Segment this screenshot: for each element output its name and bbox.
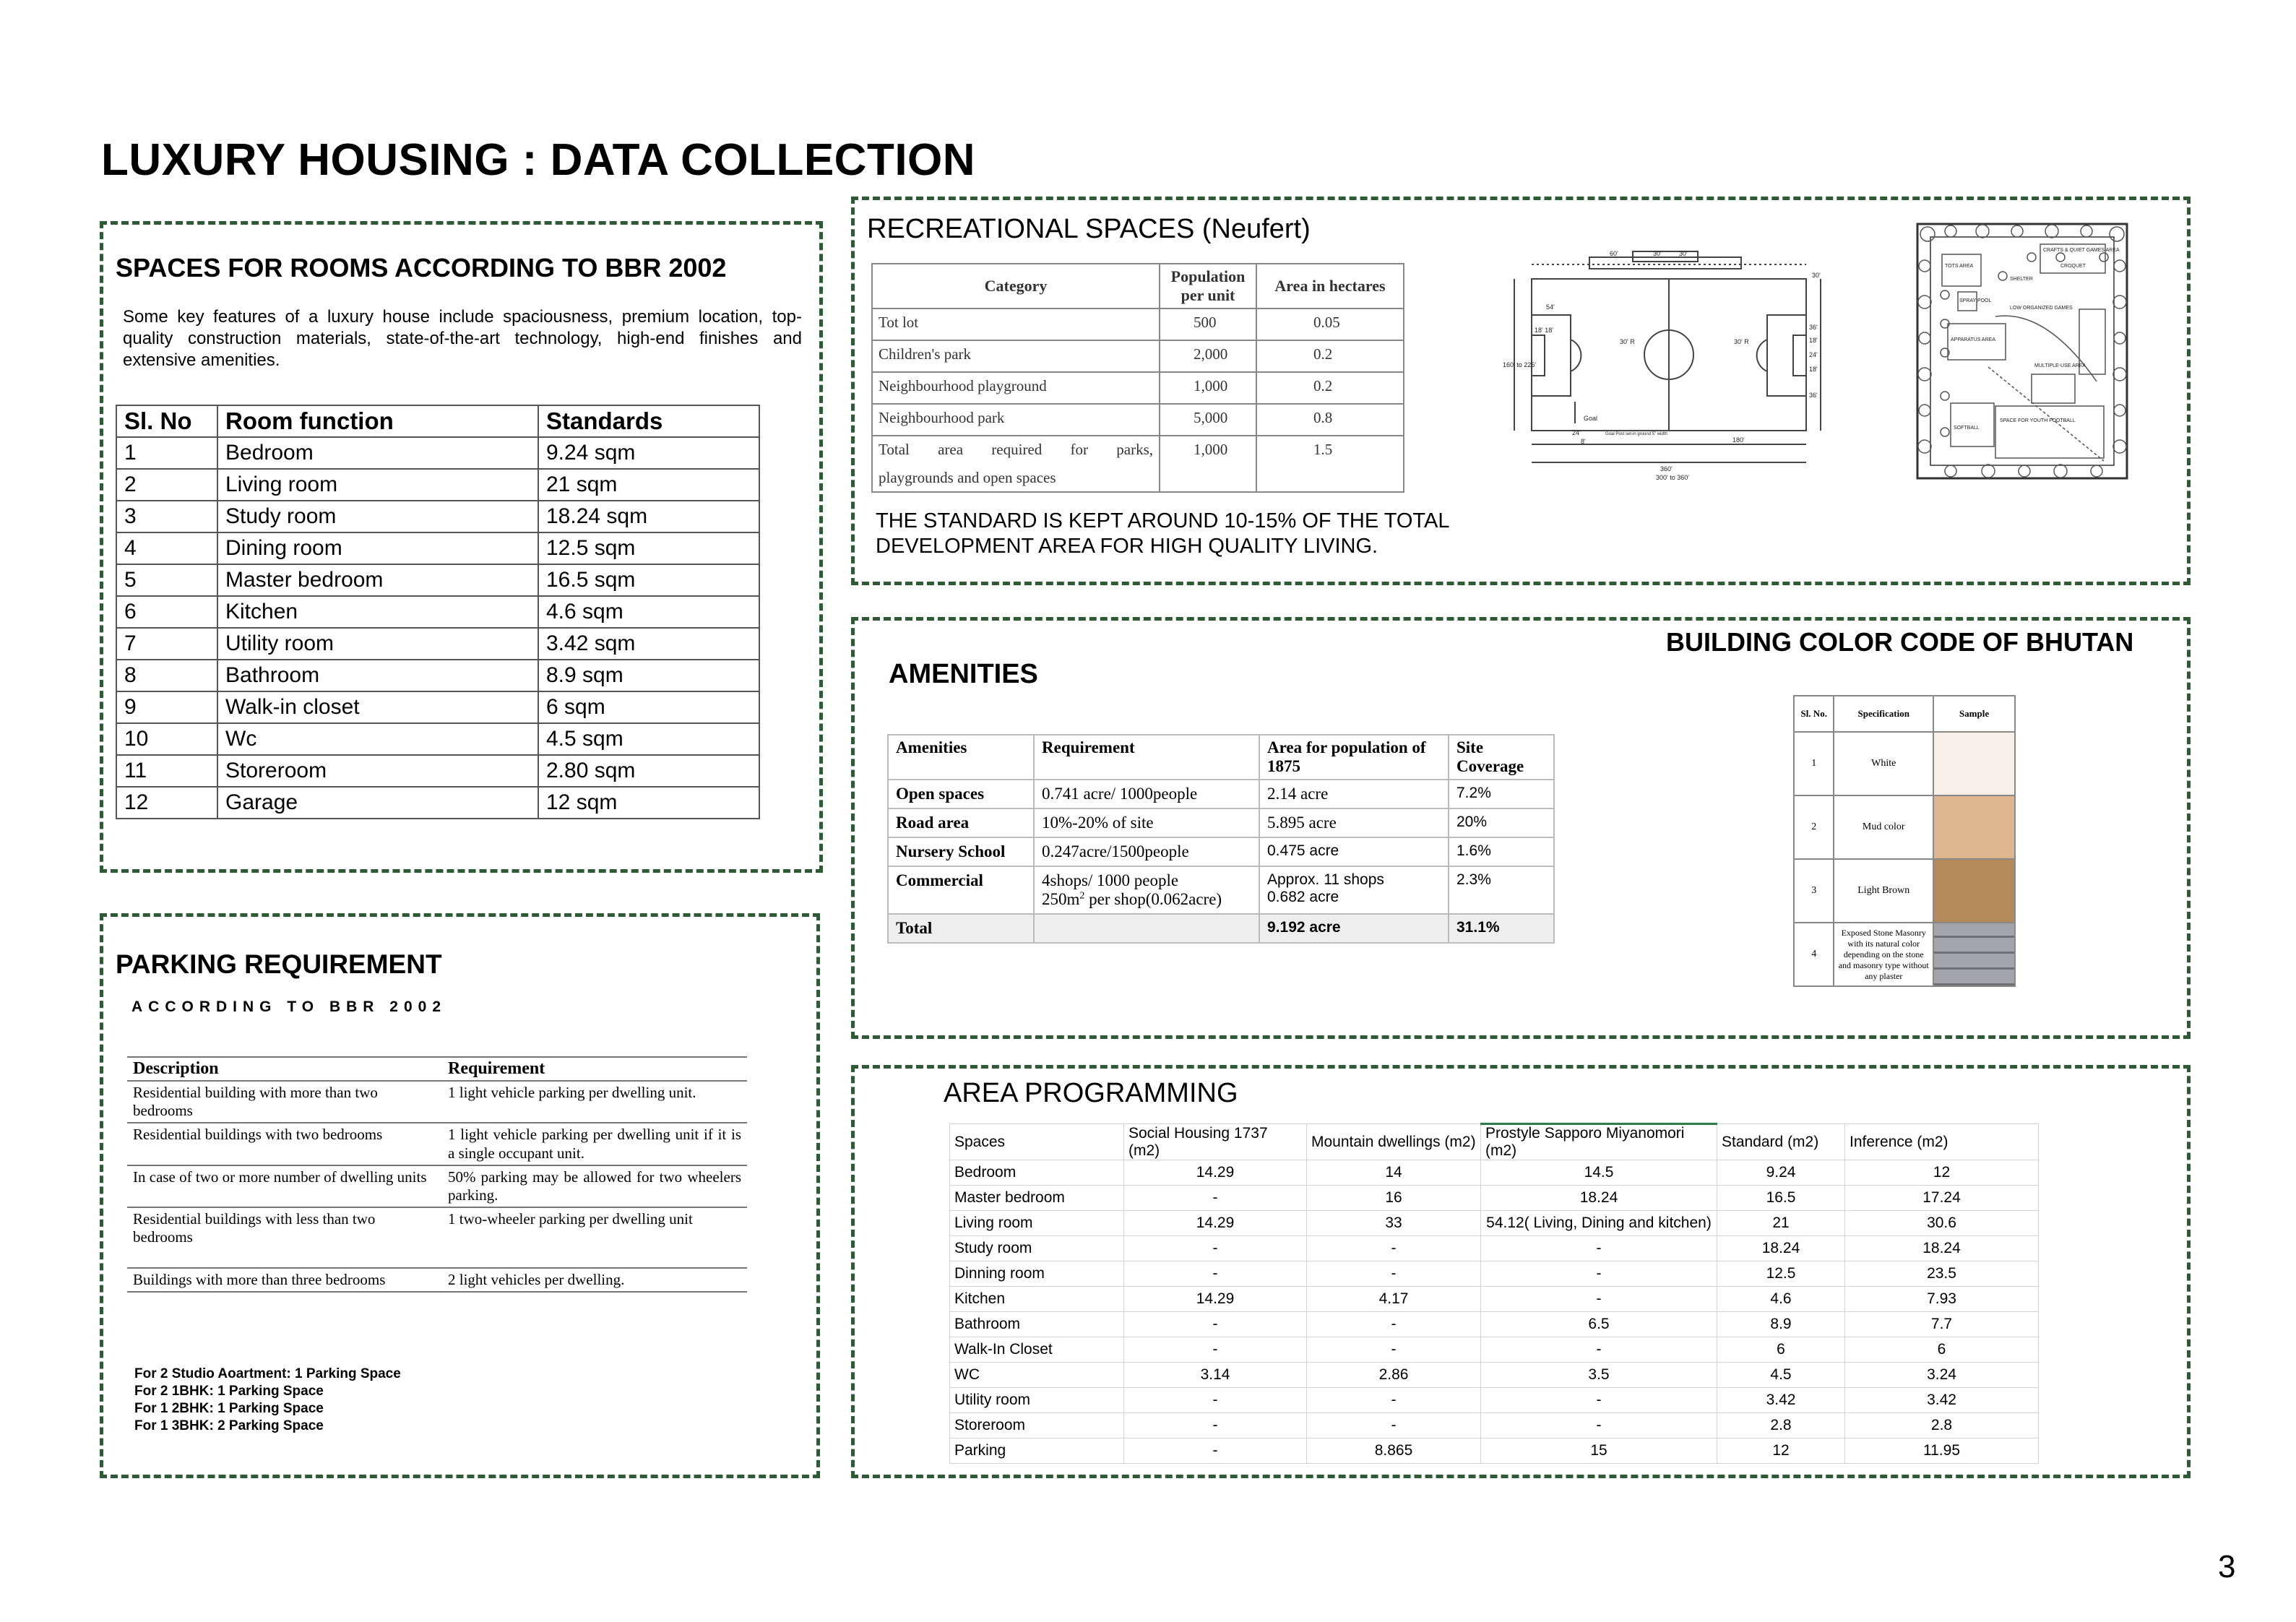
- table-cell: 1 two-wheeler parking per dwelling unit: [442, 1207, 747, 1267]
- table-cell: 0.2: [1256, 372, 1404, 404]
- table-cell: Walk-in closet: [217, 691, 538, 723]
- table-cell: 17.24: [1845, 1186, 2039, 1211]
- table-row: [950, 1413, 2039, 1438]
- field-label: 360': [1660, 465, 1673, 473]
- rooms-title: SPACES FOR ROOMS ACCORDING TO BBR 2002: [116, 253, 727, 282]
- table-cell: -: [1124, 1413, 1307, 1438]
- table-cell: Dinning room: [950, 1261, 1124, 1287]
- table-cell: 3.5: [1481, 1363, 1717, 1388]
- table-cell: 500: [1160, 309, 1256, 340]
- table-cell: 2.14 acre: [1259, 780, 1449, 808]
- table-cell: Kitchen: [950, 1287, 1124, 1312]
- table-row: [116, 723, 759, 755]
- table-cell: 9.192 acre: [1259, 914, 1449, 943]
- table-header: Standard (m2): [1717, 1124, 1845, 1160]
- table-cell: 21: [1717, 1211, 1845, 1236]
- amenities-table: [887, 734, 1555, 944]
- table-cell: Bedroom: [217, 437, 538, 469]
- table-header: Sl. No.: [1794, 696, 1834, 732]
- table-cell: Bedroom: [950, 1160, 1124, 1186]
- table-header: Area in hectares: [1256, 264, 1404, 309]
- table-cell: 0.8: [1256, 404, 1404, 436]
- table-row: [872, 404, 1404, 436]
- table-row: [888, 808, 1554, 837]
- table-cell: White: [1834, 732, 1933, 795]
- field-label: 300' to 360': [1656, 474, 1689, 481]
- table-cell: 5.895 acre: [1259, 808, 1449, 837]
- parking-note: For 2 Studio Aoartment: 1 Parking Space: [134, 1366, 401, 1381]
- table-cell: Bathroom: [217, 660, 538, 691]
- parking-subtitle: ACCORDING TO BBR 2002: [131, 998, 446, 1015]
- table-cell: -: [1124, 1261, 1307, 1287]
- table-row: [872, 340, 1404, 372]
- table-cell: Open spaces: [888, 780, 1034, 808]
- table-cell: 14: [1307, 1160, 1481, 1186]
- table-row: [116, 628, 759, 660]
- color-swatch: [1933, 923, 2015, 986]
- field-label: 24': [1809, 351, 1818, 358]
- recreational-table: [871, 263, 1404, 493]
- table-row: [950, 1236, 2039, 1261]
- table-cell: WC: [950, 1363, 1124, 1388]
- table-cell: 4.5: [1717, 1363, 1845, 1388]
- table-header: Specification: [1834, 696, 1933, 732]
- parking-notes: [134, 1366, 401, 1436]
- table-row: [116, 469, 759, 501]
- table-cell: 2.3%: [1449, 866, 1554, 914]
- table-row: [116, 596, 759, 628]
- table-header: Area for population of 1875: [1259, 735, 1449, 780]
- table-row: [950, 1160, 2039, 1186]
- table-cell: 4.6 sqm: [538, 596, 759, 628]
- table-row: [872, 309, 1404, 340]
- table-cell: 7.2%: [1449, 780, 1554, 808]
- field-label: 30': [1812, 272, 1821, 279]
- table-cell: 8.9: [1717, 1312, 1845, 1337]
- table-row: [950, 1363, 2039, 1388]
- table-cell: 2.86: [1307, 1363, 1481, 1388]
- table-cell: 23.5: [1845, 1261, 2039, 1287]
- field-label: 30' R: [1734, 338, 1749, 345]
- table-cell: 12.5: [1717, 1261, 1845, 1287]
- table-row: [872, 436, 1404, 492]
- table-cell: Bathroom: [950, 1312, 1124, 1337]
- table-row: [116, 437, 759, 469]
- table-cell: -: [1307, 1337, 1481, 1363]
- table-cell: 12: [1845, 1160, 2039, 1186]
- page-number: 3: [2218, 1549, 2236, 1584]
- table-cell: 1.5: [1256, 436, 1404, 492]
- table-cell: 2: [116, 469, 217, 501]
- field-label: 160' to 225': [1503, 361, 1536, 368]
- table-row: [888, 780, 1554, 808]
- rooms-table: [116, 405, 760, 819]
- table-cell: 3.42: [1845, 1388, 2039, 1413]
- table-cell: Mud color: [1834, 795, 1933, 859]
- table-cell: 16: [1307, 1186, 1481, 1211]
- field-label: 30' R: [1620, 338, 1635, 345]
- table-header-row: [116, 405, 759, 437]
- table-row: [1794, 923, 2015, 986]
- table-cell: 11.95: [1845, 1438, 2039, 1464]
- table-cell: -: [1124, 1236, 1307, 1261]
- table-row: [127, 1268, 747, 1292]
- table-cell: 3: [1794, 859, 1834, 923]
- table-cell: 14.29: [1124, 1211, 1307, 1236]
- table-cell: 0.2: [1256, 340, 1404, 372]
- table-cell: Kitchen: [217, 596, 538, 628]
- plan-label: LOW ORGANIZED GAMES: [2010, 306, 2073, 311]
- table-cell: Buildings with more than three bedrooms: [127, 1268, 442, 1292]
- table-cell: 21 sqm: [538, 469, 759, 501]
- field-label: 180': [1732, 436, 1745, 444]
- plan-label: TOTS AREA: [1945, 264, 1974, 269]
- table-cell: 7.7: [1845, 1312, 2039, 1337]
- table-cell: Walk-In Closet: [950, 1337, 1124, 1363]
- field-label: 54': [1546, 303, 1555, 311]
- table-header: Site Coverage: [1449, 735, 1554, 780]
- table-cell: Light Brown: [1834, 859, 1933, 923]
- table-cell: 1,000: [1160, 436, 1256, 492]
- parking-note: For 1 3BHK: 2 Parking Space: [134, 1418, 324, 1434]
- table-cell: 10%-20% of site: [1034, 808, 1259, 837]
- table-cell: Commercial: [888, 866, 1034, 914]
- table-row: [950, 1287, 2039, 1312]
- table-cell: 12 sqm: [538, 787, 759, 819]
- table-cell: 2: [1794, 795, 1834, 859]
- table-cell: -: [1481, 1388, 1717, 1413]
- table-cell: Neighbourhood playground: [872, 372, 1160, 404]
- table-cell: 6: [1717, 1337, 1845, 1363]
- table-cell: 4.17: [1307, 1287, 1481, 1312]
- table-header-row: [888, 735, 1554, 780]
- table-cell: Garage: [217, 787, 538, 819]
- table-cell: [1034, 914, 1259, 943]
- table-cell: -: [1307, 1413, 1481, 1438]
- park-plan-diagram: [1916, 223, 2128, 480]
- table-cell: 0.475 acre: [1259, 837, 1449, 866]
- table-cell: 18.24: [1717, 1236, 1845, 1261]
- table-cell: Dining room: [217, 532, 538, 564]
- table-cell: 31.1%: [1449, 914, 1554, 943]
- field-label: Goal: [1584, 415, 1598, 422]
- note-line: THE STANDARD IS KEPT AROUND 10-15% OF THE TOTAL: [876, 509, 1450, 532]
- table-cell: 16.5: [1717, 1186, 1845, 1211]
- table-cell: -: [1307, 1312, 1481, 1337]
- table-cell: 12.5 sqm: [538, 532, 759, 564]
- table-cell: playgrounds and open spaces: [879, 469, 1056, 486]
- plan-label: CRAFTS & QUIET GAMES AREA: [2043, 248, 2120, 253]
- table-cell: 33: [1307, 1211, 1481, 1236]
- table-cell: 9: [116, 691, 217, 723]
- table-row: [116, 755, 759, 787]
- table-header: Mountain dwellings (m2): [1307, 1124, 1481, 1160]
- table-header: Room function: [217, 405, 538, 437]
- table-cell-part: per shop(0.062acre): [1084, 890, 1222, 908]
- table-row: [116, 691, 759, 723]
- table-cell: Master bedroom: [217, 564, 538, 596]
- table-header: Social Housing 1737 (m2): [1124, 1124, 1307, 1160]
- table-cell: -: [1481, 1337, 1717, 1363]
- table-cell: 54.12( Living, Dining and kitchen): [1481, 1211, 1717, 1236]
- plan-label: APPARATUS AREA: [1951, 337, 1995, 342]
- superscript: 2: [1079, 890, 1085, 902]
- table-cell: 0.05: [1256, 309, 1404, 340]
- table-header: Description: [127, 1057, 442, 1081]
- table-cell: Residential building with more than two bedrooms: [127, 1081, 442, 1123]
- table-cell: 8.865: [1307, 1438, 1481, 1464]
- table-header-row: [950, 1124, 2039, 1160]
- table-cell: 3: [116, 501, 217, 532]
- table-row: [950, 1186, 2039, 1211]
- table-row: [950, 1211, 2039, 1236]
- table-header: Standards: [538, 405, 759, 437]
- table-cell: 6: [1845, 1337, 2039, 1363]
- table-header: Amenities: [888, 735, 1034, 780]
- table-row: [116, 787, 759, 819]
- table-cell: Living room: [950, 1211, 1124, 1236]
- field-label: 60': [1610, 250, 1618, 257]
- plan-label: MULTIPLE-USE AREA: [2034, 363, 2086, 368]
- table-row: [127, 1207, 747, 1267]
- table-cell: 5,000: [1160, 404, 1256, 436]
- table-cell: Study room: [950, 1236, 1124, 1261]
- table-cell: 0.247acre/1500people: [1034, 837, 1259, 866]
- table-row: [950, 1388, 2039, 1413]
- parking-note: For 1 2BHK: 1 Parking Space: [134, 1401, 324, 1417]
- table-cell: Tot lot: [872, 309, 1160, 340]
- table-row: [116, 532, 759, 564]
- table-cell: Storeroom: [950, 1413, 1124, 1438]
- table-row: [950, 1337, 2039, 1363]
- table-cell: Study room: [217, 501, 538, 532]
- color-code-table: [1793, 695, 2016, 987]
- table-cell: 7.93: [1845, 1287, 2039, 1312]
- table-cell: 20%: [1449, 808, 1554, 837]
- soccer-field-diagram: [1503, 246, 1842, 484]
- table-cell: 1 light vehicle parking per dwelling unit if it is a single occupant unit.: [442, 1123, 747, 1165]
- field-label: 36': [1809, 324, 1818, 331]
- table-cell: -: [1124, 1388, 1307, 1413]
- plan-label: SHELTER: [2010, 277, 2033, 282]
- parking-table: [127, 1056, 747, 1293]
- table-cell: 14.5: [1481, 1160, 1717, 1186]
- table-cell: Exposed Stone Masonry with its natural color depending on the stone and masonry type without any plaster: [1834, 923, 1933, 986]
- table-cell: 18.24: [1845, 1236, 2039, 1261]
- table-cell: 16.5 sqm: [538, 564, 759, 596]
- table-cell: 1: [1794, 732, 1834, 795]
- table-cell: Children's park: [872, 340, 1160, 372]
- table-cell: 8.9 sqm: [538, 660, 759, 691]
- table-cell: 12: [1717, 1438, 1845, 1464]
- table-cell: Road area: [888, 808, 1034, 837]
- table-header: Sl. No: [116, 405, 217, 437]
- table-cell: 18.24 sqm: [538, 501, 759, 532]
- table-cell: 1: [116, 437, 217, 469]
- table-header-row: [872, 264, 1404, 309]
- color-swatch: [1933, 795, 2015, 859]
- table-row: [1794, 795, 2015, 859]
- table-cell: 5: [116, 564, 217, 596]
- table-cell: 10: [116, 723, 217, 755]
- table-row: [950, 1261, 2039, 1287]
- table-cell: 2.80 sqm: [538, 755, 759, 787]
- field-label: 18': [1809, 337, 1818, 344]
- table-row: [888, 837, 1554, 866]
- parking-title: PARKING REQUIREMENT: [116, 949, 442, 979]
- table-cell: -: [1481, 1236, 1717, 1261]
- area-programming-title: AREA PROGRAMMING: [944, 1078, 1238, 1108]
- table-header-row: [127, 1057, 747, 1081]
- table-cell: 3.42: [1717, 1388, 1845, 1413]
- table-cell: 4.6: [1717, 1287, 1845, 1312]
- table-cell: -: [1481, 1413, 1717, 1438]
- table-cell: 6 sqm: [538, 691, 759, 723]
- table-cell: Living room: [217, 469, 538, 501]
- table-cell: -: [1124, 1186, 1307, 1211]
- table-cell: -: [1124, 1438, 1307, 1464]
- table-cell: 12: [116, 787, 217, 819]
- rooms-description: Some key features of a luxury house include spaciousness, premium location, top-quality construction materials, state-of-the-art technology, high-end finishes and extensive amenities.: [123, 307, 802, 370]
- note-line: DEVELOPMENT AREA FOR HIGH QUALITY LIVING.: [876, 534, 1378, 558]
- table-cell: 9.24: [1717, 1160, 1845, 1186]
- table-cell: Residential buildings with less than two bedrooms: [127, 1207, 442, 1267]
- table-cell: Parking: [950, 1438, 1124, 1464]
- table-row: [116, 564, 759, 596]
- table-cell: 0.682 acre: [1267, 889, 1339, 905]
- table-cell: Approx. 11 shops: [1267, 871, 1384, 888]
- table-cell: 3.14: [1124, 1363, 1307, 1388]
- table-row: [872, 372, 1404, 404]
- field-label: 30': [1653, 250, 1662, 257]
- table-cell: -: [1307, 1236, 1481, 1261]
- table-header: Category: [872, 264, 1160, 309]
- table-cell: 4shops/ 1000 people: [1042, 871, 1179, 889]
- table-cell: 7: [116, 628, 217, 660]
- table-header: Spaces: [950, 1124, 1124, 1160]
- area-programming-table: [949, 1123, 2039, 1464]
- table-row: [127, 1123, 747, 1165]
- table-cell: 3.24: [1845, 1363, 2039, 1388]
- field-label: 18' 18': [1535, 327, 1553, 334]
- field-label: 30': [1679, 250, 1688, 257]
- plan-label: SPRAY POOL: [1959, 298, 1992, 303]
- plan-label: CROQUET: [2060, 264, 2086, 269]
- table-row: [127, 1165, 747, 1207]
- amenities-title: AMENITIES: [889, 659, 1038, 689]
- table-cell: 0.741 acre/ 1000people: [1034, 780, 1259, 808]
- table-cell: Neighbourhood park: [872, 404, 1160, 436]
- table-row: [1794, 859, 2015, 923]
- table-cell: 4: [1794, 923, 1834, 986]
- table-cell: 3.42 sqm: [538, 628, 759, 660]
- table-cell: Storeroom: [217, 755, 538, 787]
- table-cell: -: [1481, 1287, 1717, 1312]
- table-cell: 14.29: [1124, 1287, 1307, 1312]
- table-row: [950, 1312, 2039, 1337]
- table-row: [950, 1438, 2039, 1464]
- table-header: Population per unit: [1160, 264, 1256, 309]
- recreational-title: RECREATIONAL SPACES (Neufert): [867, 214, 1311, 244]
- plan-label: SPACE FOR YOUTH FOOTBALL: [2000, 418, 2076, 423]
- field-label: 8': [1581, 438, 1586, 445]
- table-cell: 50% parking may be allowed for two wheelers parking.: [442, 1165, 747, 1207]
- table-cell: Total: [888, 914, 1034, 943]
- table-cell: 2,000: [1160, 340, 1256, 372]
- table-cell: Utility room: [217, 628, 538, 660]
- table-cell: 6.5: [1481, 1312, 1717, 1337]
- table-row: [127, 1081, 747, 1123]
- table-cell: 11: [116, 755, 217, 787]
- table-header-row: [1794, 696, 2015, 732]
- parking-note: For 2 1BHK: 1 Parking Space: [134, 1384, 324, 1399]
- table-cell: 30.6: [1845, 1211, 2039, 1236]
- field-label: 18': [1809, 366, 1818, 373]
- table-cell: In case of two or more number of dwelling units: [127, 1165, 442, 1207]
- table-cell: 2.8: [1845, 1413, 2039, 1438]
- table-row: [116, 501, 759, 532]
- table-cell: 1,000: [1160, 372, 1256, 404]
- table-header: Prostyle Sapporo Miyanomori (m2): [1481, 1124, 1717, 1160]
- table-cell: Nursery School: [888, 837, 1034, 866]
- table-cell: 2 light vehicles per dwelling.: [442, 1268, 747, 1292]
- table-cell: Residential buildings with two bedrooms: [127, 1123, 442, 1165]
- table-cell: Wc: [217, 723, 538, 755]
- table-cell: 1.6%: [1449, 837, 1554, 866]
- color-swatch: [1933, 859, 2015, 923]
- color-swatch: [1933, 732, 2015, 795]
- table-cell: 2.8: [1717, 1413, 1845, 1438]
- table-cell: -: [1307, 1261, 1481, 1287]
- field-label: 24': [1572, 429, 1581, 436]
- table-cell: 9.24 sqm: [538, 437, 759, 469]
- recreational-note: [876, 509, 1449, 559]
- table-cell: 6: [116, 596, 217, 628]
- table-cell: -: [1124, 1337, 1307, 1363]
- field-label: 36': [1809, 392, 1818, 399]
- field-label: Goal Post set-in ground 5" width: [1605, 432, 1667, 436]
- table-cell: Utility room: [950, 1388, 1124, 1413]
- table-cell: 1 light vehicle parking per dwelling unit.: [442, 1081, 747, 1123]
- table-cell: 4.5 sqm: [538, 723, 759, 755]
- table-cell: -: [1307, 1388, 1481, 1413]
- table-row: [888, 914, 1554, 943]
- table-cell: 8: [116, 660, 217, 691]
- table-cell: -: [1481, 1261, 1717, 1287]
- table-cell-part: 250m: [1042, 890, 1080, 908]
- table-row: [1794, 732, 2015, 795]
- table-cell: [1042, 890, 1251, 909]
- table-cell: Master bedroom: [950, 1186, 1124, 1211]
- page-title: LUXURY HOUSING : DATA COLLECTION: [101, 135, 976, 185]
- table-header: Inference (m2): [1845, 1124, 2039, 1160]
- table-cell: 15: [1481, 1438, 1717, 1464]
- color-code-title: BUILDING COLOR CODE OF BHUTAN: [1666, 627, 2134, 657]
- table-cell: 14.29: [1124, 1160, 1307, 1186]
- table-cell: 4: [116, 532, 217, 564]
- table-row: [116, 660, 759, 691]
- table-header: Sample: [1933, 696, 2015, 732]
- table-header: Requirement: [1034, 735, 1259, 780]
- table-row: [888, 866, 1554, 914]
- table-cell: 18.24: [1481, 1186, 1717, 1211]
- plan-label: SOFTBALL: [1954, 426, 1980, 431]
- table-cell: Total area required for parks,: [879, 441, 1153, 458]
- table-header: Requirement: [442, 1057, 747, 1081]
- table-cell: -: [1124, 1312, 1307, 1337]
